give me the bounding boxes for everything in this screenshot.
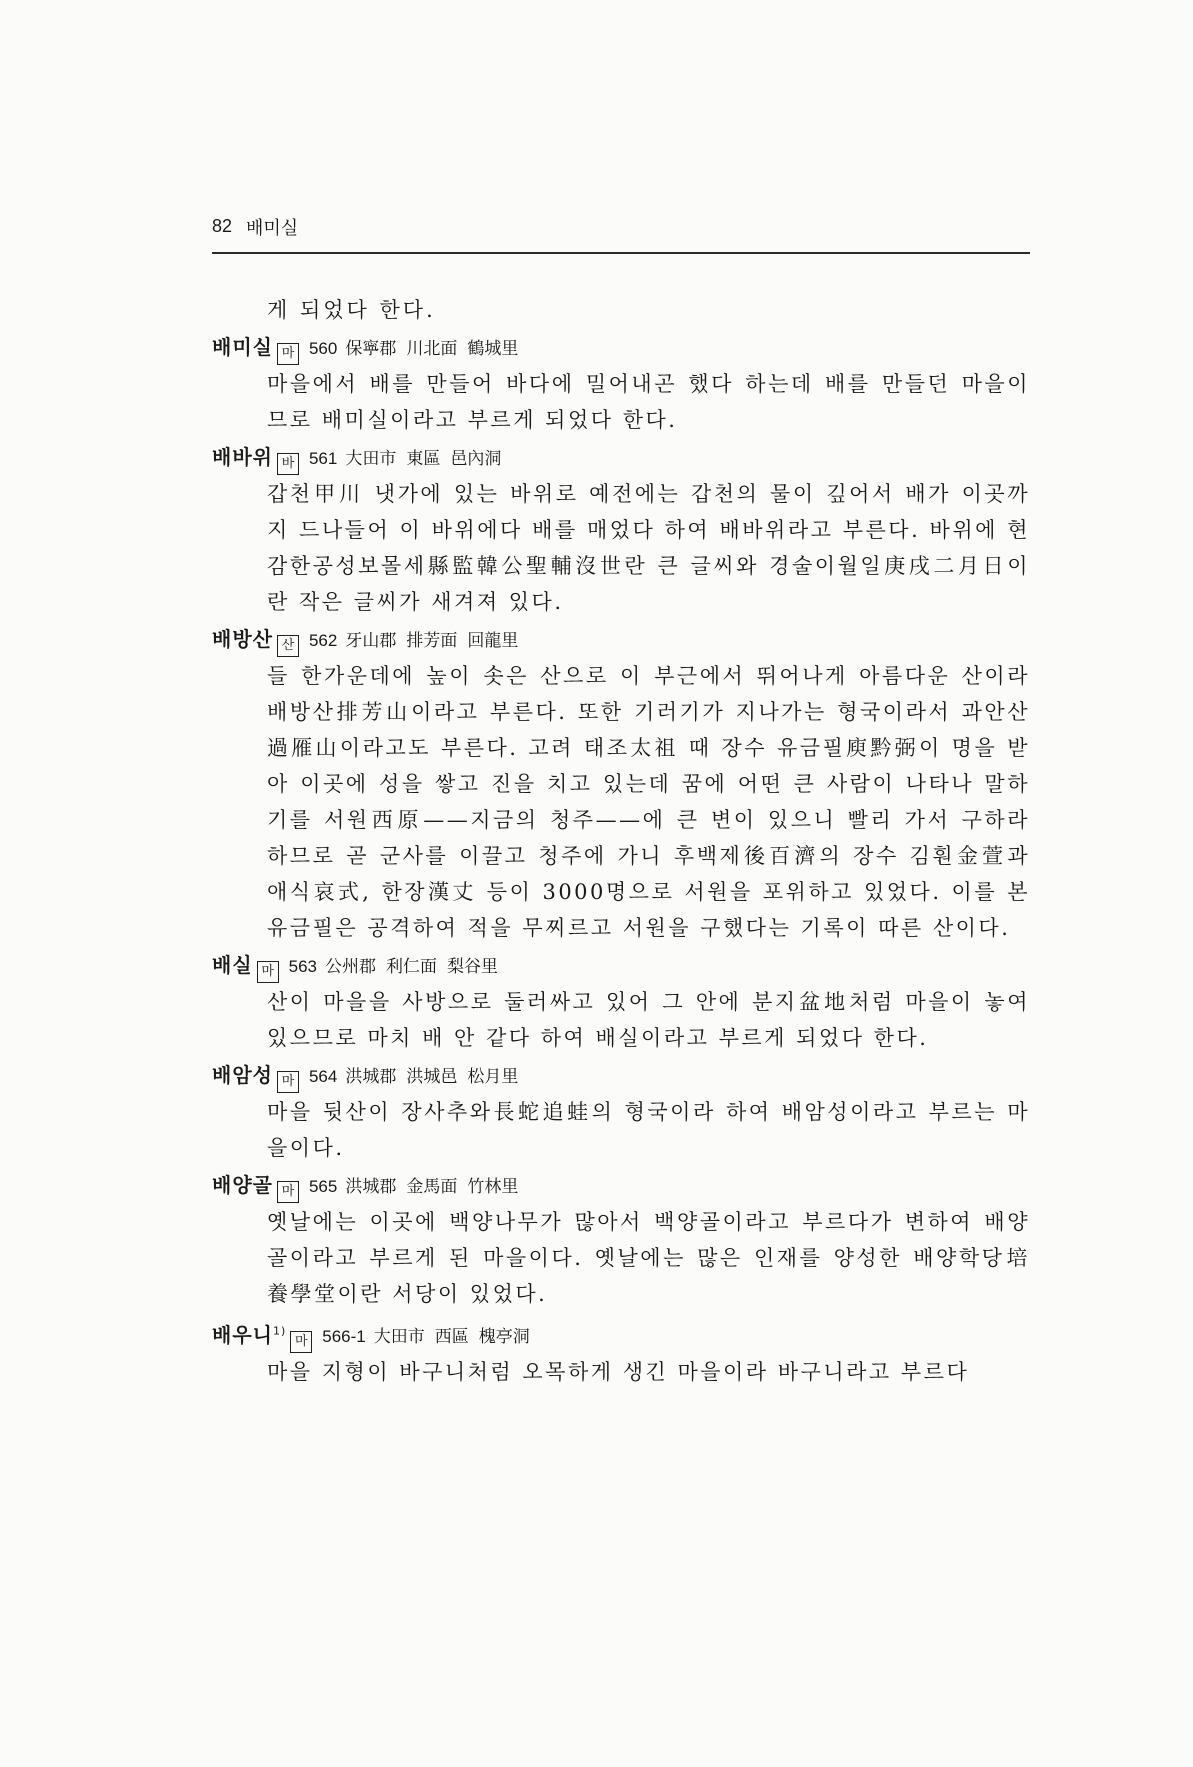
- entry-number: 564: [308, 1067, 338, 1086]
- gazetteer-entry: [212, 1314, 1030, 1390]
- place-type-marker: 바: [277, 453, 299, 475]
- entry-description: 마을에서 배를 만들어 바다에 밀어내곤 했다 하는데 배를 만들던 마을이므로 배미실이라고 부르게 되었다 한다.: [267, 372, 1030, 432]
- entry-header: [212, 1314, 1030, 1354]
- running-title: 배미실: [246, 218, 299, 239]
- gazetteer-entry: [212, 948, 1030, 1056]
- entry-headword: [212, 1323, 286, 1347]
- entry-header: [212, 1168, 1030, 1204]
- entry-description: 갑천甲川 냇가에 있는 바위로 예전에는 갑천의 물이 깊어서 배가 이곳까지 드나들어 이 바위에다 배를 매었다 하여 배바위라고 부른다. 바위에 현감한공성보몰세縣監韓公聖輔沒世란 큰 글씨와 경술이월일庚戌二月日이란 작은 글씨가 새겨져 있다.: [267, 482, 1030, 614]
- place-type-marker: 마: [277, 343, 299, 365]
- entry-description: 마을 뒷산이 장사추와長蛇追蛙의 형국이라 하여 배암성이라고 부르는 마을이다.: [267, 1100, 1030, 1160]
- place-type-marker: 마: [277, 1181, 299, 1203]
- location-village: 槐亭洞: [478, 1326, 530, 1347]
- location-district: 西區: [434, 1326, 469, 1347]
- entry-headword-text: 배우니: [212, 1322, 273, 1347]
- location-village: 松月里: [467, 1067, 519, 1087]
- entry-number: 561: [308, 449, 338, 468]
- location-village: 梨谷里: [447, 957, 499, 977]
- location-district: 金馬面: [406, 1177, 458, 1197]
- entry-number: 563: [288, 957, 318, 976]
- place-type-marker: 산: [277, 635, 299, 657]
- location-village: 竹林里: [467, 1177, 519, 1197]
- page-body: [212, 292, 1030, 1390]
- location-district: 利仁面: [386, 957, 438, 977]
- location-village: 邑內洞: [450, 449, 502, 469]
- entry-header: [212, 1058, 1030, 1094]
- location-district: 川北面: [406, 339, 458, 359]
- entry-number: 566-1: [322, 1326, 366, 1346]
- place-type-marker: 마: [277, 1071, 299, 1093]
- gazetteer-entry: [212, 440, 1030, 620]
- place-type-marker: 마: [257, 961, 279, 983]
- footnote-marker: 1): [272, 1324, 287, 1337]
- location-county: 洪城郡: [345, 1067, 397, 1087]
- page-header: [212, 212, 1030, 254]
- entry-header: [212, 948, 1030, 984]
- entry-headword: 배바위: [212, 445, 273, 469]
- entry-description: 옛날에는 이곳에 백양나무가 많아서 백양골이라고 부르다가 변하여 배양골이라고 부르게 된 마을이다. 옛날에는 많은 인재를 양성한 배양학당培養學堂이란 서당이 있었다.: [267, 1210, 1030, 1306]
- gazetteer-entry: [212, 1058, 1030, 1166]
- location-district: 排芳面: [406, 631, 458, 651]
- location-county: 大田市: [373, 1326, 425, 1347]
- entry-headword: 배방산: [212, 627, 273, 651]
- entry-number: 560: [308, 339, 338, 358]
- entry-header: [212, 622, 1030, 658]
- location-district: 東區: [406, 449, 441, 469]
- entry-headword: 배실: [212, 953, 253, 977]
- entry-header: [212, 440, 1030, 476]
- place-type-marker: 마: [290, 1331, 312, 1353]
- location-county: 牙山郡: [345, 631, 397, 651]
- entry-headword: 배미실: [212, 335, 273, 359]
- entry-number: 562: [308, 631, 338, 650]
- entry-description: 마을 지형이 바구니처럼 오목하게 생긴 마을이라 바구니라고 부르다: [267, 1359, 970, 1384]
- location-county: 大田市: [345, 449, 397, 469]
- entry-description: 들 한가운데에 높이 솟은 산으로 이 부근에서 뛰어나게 아름다운 산이라 배방산排芳山이라고 부른다. 또한 기러기가 지나가는 형국이라서 과안산過雁山이라고도 부른다. 고려 태조太祖 때 장수 유금필庾黔弼이 명을 받아 이곳에 성을 쌓고 진을 치고 있는데 꿈에 어떤 큰 사람이 나타나 말하기를 서원西原——지금의 청주——에 큰 변이 있으니 빨리 가서 구하라 하므로 곧 군사를 이끌고 청주에 가니 후백제後百濟의 장수 김훤金萱과 애식哀式, 한장漢丈 등이 3000명으로 서원을 포위하고 있었다. 이를 본 유금필은 공격하여 적을 무찌르고 서원을 구했다는 기록이 따른 산이다.: [267, 664, 1030, 940]
- entry-number: 565: [308, 1177, 338, 1196]
- location-village: 回龍里: [467, 631, 519, 651]
- page-number: 82: [212, 216, 233, 236]
- location-county: 公州郡: [325, 957, 377, 977]
- gazetteer-entry: [212, 622, 1030, 946]
- entry-headword: 배암성: [212, 1063, 273, 1087]
- gazetteer-entry: [212, 330, 1030, 438]
- location-district: 洪城邑: [406, 1067, 458, 1087]
- entry-headword: 배양골: [212, 1173, 273, 1197]
- entry-description: 산이 마을을 사방으로 둘러싸고 있어 그 안에 분지盆地처럼 마을이 놓여 있으므로 마치 배 안 같다 하여 배실이라고 부르게 되었다 한다.: [267, 990, 1030, 1050]
- gazetteer-entry: [212, 1168, 1030, 1312]
- location-county: 洪城郡: [345, 1177, 397, 1197]
- continuation-text: 게 되었다 한다.: [267, 298, 436, 322]
- location-county: 保寧郡: [345, 339, 397, 359]
- location-village: 鶴城里: [467, 339, 519, 359]
- entry-header: [212, 330, 1030, 366]
